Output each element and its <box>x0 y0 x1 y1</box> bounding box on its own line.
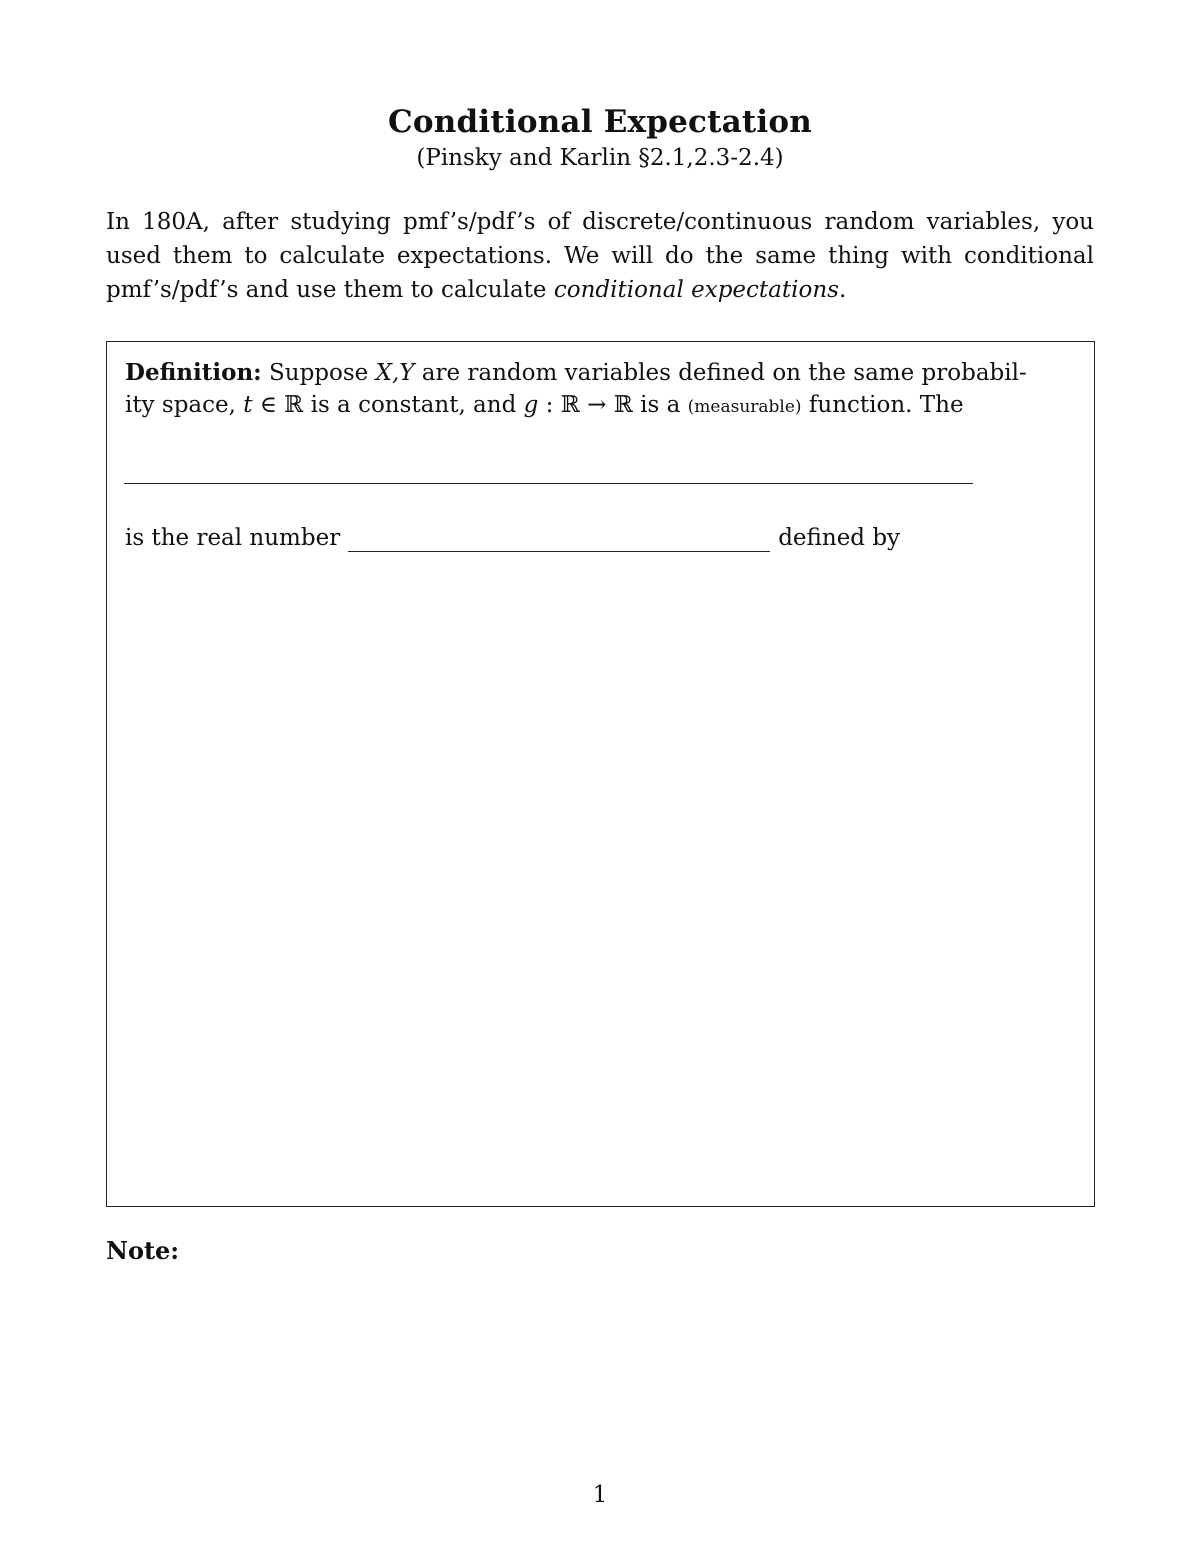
intro-emphasis: conditional expectations <box>553 277 839 303</box>
definition-label: Definition: <box>125 359 262 386</box>
definition-box <box>106 341 1095 1207</box>
intro-end: . <box>838 277 847 303</box>
page-number: 1 <box>592 1482 608 1508</box>
definition-text-1: Suppose <box>261 360 376 386</box>
definition-math-xy: X,Y <box>375 360 415 386</box>
definition-text-1-rest: are random variables defined on the same probabil- <box>414 360 1027 386</box>
intro-text: In 180A, after studying pmf’s/pdf’s of discrete/continuous random variables, you used them to calculate expectations. We will do the same thing with conditional pmf’s/pdf’s and use them to calculate <box>106 209 1094 303</box>
definition-line-2 <box>125 389 964 424</box>
definition-math-t: t <box>243 392 253 418</box>
definition-text-3a: is the real number <box>125 525 341 551</box>
definition-text-3b: defined by <box>778 525 901 551</box>
definition-math-g: g <box>523 392 539 418</box>
definition-text-2c: : ℝ → ℝ is a <box>538 392 688 418</box>
fill-in-blank-notation <box>348 551 770 552</box>
definition-small-measurable: (measurable) <box>687 397 802 417</box>
page-title: Conditional Expectation <box>387 104 812 140</box>
note-label: Note: <box>106 1236 180 1265</box>
definition-text-2b: ∈ ℝ is a constant, and <box>252 392 524 418</box>
definition-text-2a: ity space, <box>125 392 244 418</box>
fill-in-blank-term <box>124 483 973 484</box>
page-subtitle: (Pinsky and Karlin §2.1,2.3-2.4) <box>416 145 784 171</box>
intro-paragraph <box>106 205 1094 307</box>
definition-line-3 <box>125 522 900 555</box>
definition-line-1 <box>125 356 1077 390</box>
definition-text-2d: function. The <box>801 392 964 418</box>
